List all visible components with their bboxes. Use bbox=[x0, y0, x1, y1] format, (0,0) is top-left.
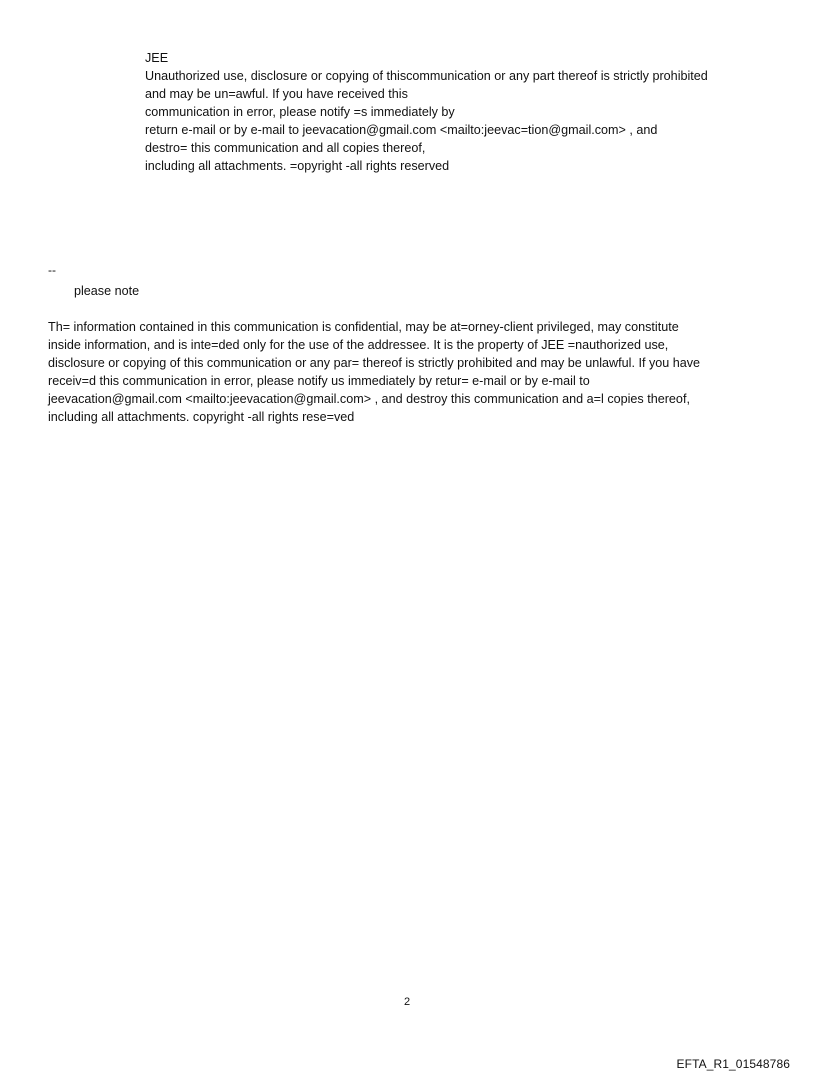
notice-line: Th= information contained in this communication is confidential, may be at=orney-client privileged, may constitute bbox=[48, 320, 679, 334]
notice-line: communication in error, please notify =s immediately by bbox=[145, 105, 455, 119]
notice-line: destro= this communication and all copies thereof, bbox=[145, 141, 426, 155]
notice-line: and may be un=awful. If you have received this bbox=[145, 87, 408, 101]
notice-line: Unauthorized use, disclosure or copying of thiscommunication or any part thereof is strictly prohibited bbox=[145, 69, 708, 83]
signature-separator: -- bbox=[48, 263, 56, 277]
note-heading: please note bbox=[74, 284, 140, 298]
notice-line: jeevacation@gmail.com <mailto:jeevacation@gmail.com> , and destroy this communication and a=l copies thereof, bbox=[48, 392, 690, 406]
notice-line: inside information, and is inte=ded only for the use of the addressee. It is the property of JEE =nauthorized use, bbox=[48, 338, 669, 352]
page-number: 2 bbox=[404, 996, 411, 1008]
notice-line: JEE bbox=[145, 51, 169, 65]
notice-line: receiv=d this communication in error, please notify us immediately by retur= e-mail or by e-mail to bbox=[48, 374, 590, 388]
notice-line: return e-mail or by e-mail to jeevacation@gmail.com <mailto:jeevac=tion@gmail.com> , and bbox=[145, 123, 658, 137]
notice-line: including all attachments. copyright -all rights rese=ved bbox=[48, 410, 355, 424]
notice-line: disclosure or copying of this communication or any par= thereof is strictly prohibited and may be unlawful. If you have bbox=[48, 356, 701, 370]
document-id: EFTA_R1_01548786 bbox=[676, 1057, 790, 1071]
notice-line: including all attachments. =opyright -all rights reserved bbox=[145, 159, 450, 173]
